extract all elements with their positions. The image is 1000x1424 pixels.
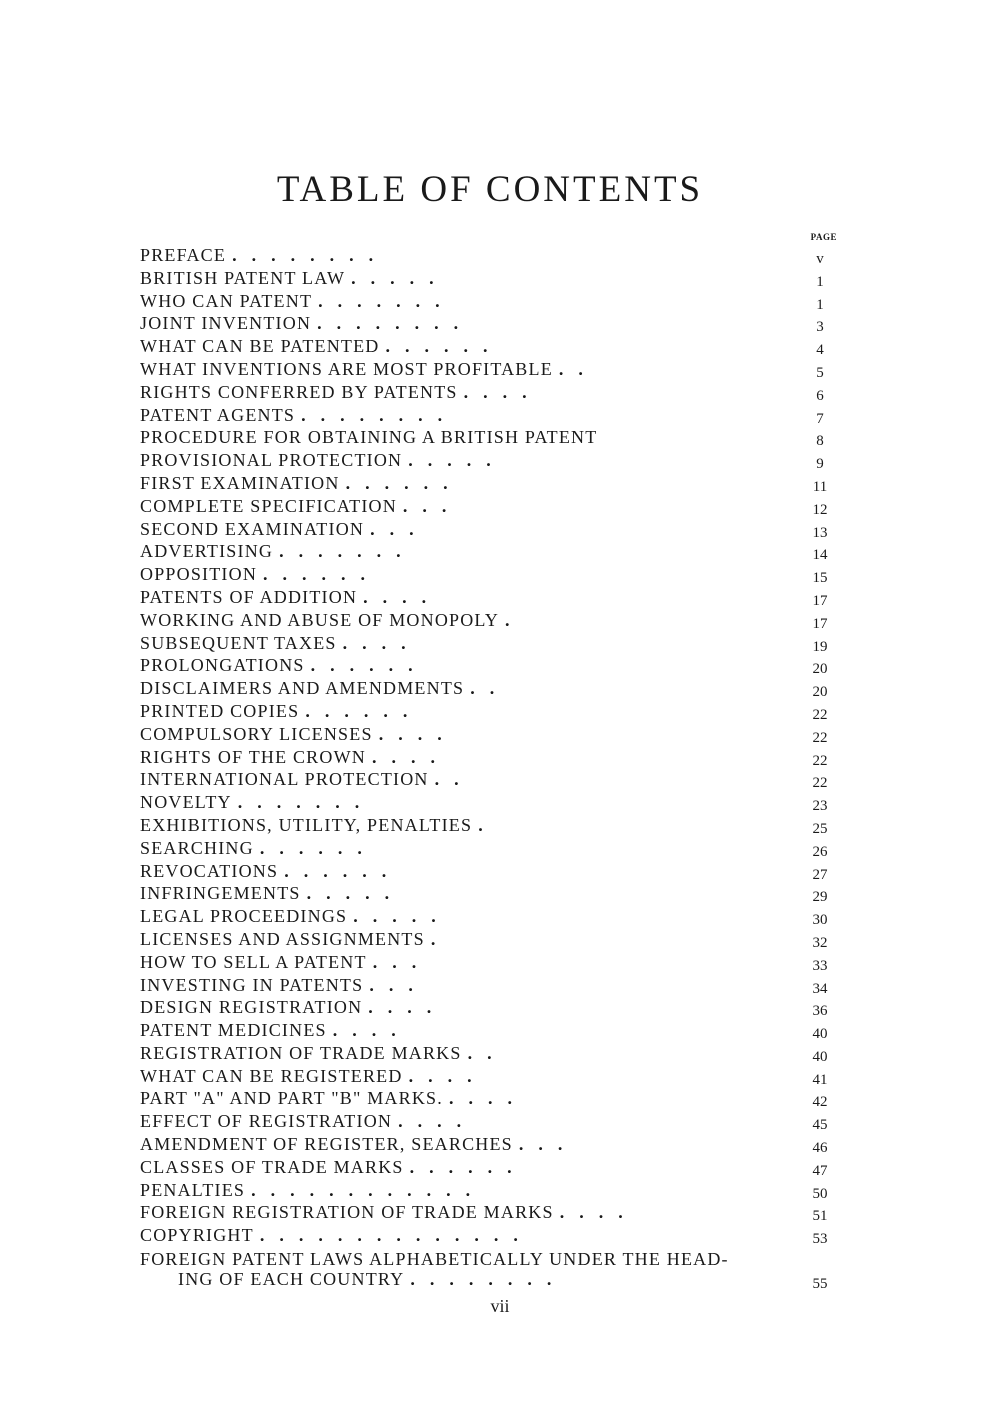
toc-entry[interactable] bbox=[140, 1249, 840, 1293]
toc-entry-title: SECOND EXAMINATION bbox=[140, 518, 365, 539]
toc-entry[interactable] bbox=[140, 290, 840, 313]
dot-leader: ...... bbox=[385, 336, 503, 357]
dot-leader: . bbox=[430, 928, 451, 949]
toc-entry-title: PREFACE bbox=[140, 245, 227, 265]
dot-leader: .... bbox=[559, 1202, 638, 1223]
dot-leader: ..... bbox=[306, 883, 405, 904]
toc-entry[interactable] bbox=[140, 335, 840, 358]
toc-entry-title: RIGHTS OF THE CROWN bbox=[140, 746, 366, 767]
toc-entry-title: PENALTIES bbox=[140, 1179, 246, 1200]
toc-entry-title: PART "A" AND PART "B" MARKS. bbox=[140, 1088, 443, 1109]
toc-entry[interactable] bbox=[140, 518, 840, 541]
toc-entry-title: WHO CAN PATENT bbox=[140, 290, 313, 311]
toc-entry-page: 40 bbox=[812, 1026, 828, 1043]
toc-entry-page: 27 bbox=[812, 866, 828, 883]
toc-entry-page: v bbox=[816, 251, 824, 267]
toc-entry-title: CLASSES OF TRADE MARKS bbox=[140, 1156, 404, 1177]
toc-entry-page: 22 bbox=[812, 775, 828, 792]
toc-entry[interactable] bbox=[140, 860, 840, 883]
toc-entry-page: 17 bbox=[812, 615, 828, 632]
toc-entry[interactable] bbox=[140, 609, 840, 632]
toc-entry-page: 22 bbox=[812, 706, 828, 723]
toc-entry[interactable] bbox=[140, 700, 840, 723]
toc-entry[interactable] bbox=[140, 312, 840, 335]
toc-entry-page: 51 bbox=[812, 1208, 828, 1225]
dot-leader: .... bbox=[368, 997, 447, 1018]
toc-entry[interactable] bbox=[140, 1179, 840, 1202]
dot-leader: ...... bbox=[345, 472, 463, 493]
toc-entry-title: PRINTED COPIES bbox=[140, 700, 300, 721]
toc-entry[interactable] bbox=[140, 951, 840, 974]
dot-leader: ... bbox=[402, 495, 462, 516]
toc-entry-title: COMPULSORY LICENSES bbox=[140, 723, 373, 744]
dot-leader: ...... bbox=[263, 564, 381, 585]
toc-entry[interactable] bbox=[140, 996, 840, 1019]
dot-leader: .... bbox=[398, 1111, 477, 1132]
dot-leader: ....... bbox=[318, 290, 455, 311]
dot-leader: .. bbox=[434, 769, 474, 790]
toc-entry-page: 42 bbox=[812, 1094, 828, 1111]
toc-entry-title: INVESTING IN PATENTS bbox=[140, 974, 364, 995]
dot-leader: . bbox=[478, 814, 498, 835]
toc-entry-page: 13 bbox=[812, 524, 828, 541]
toc-entry[interactable] bbox=[140, 723, 840, 746]
toc-entry[interactable] bbox=[140, 540, 840, 563]
toc-entry-title: LICENSES AND ASSIGNMENTS bbox=[140, 928, 425, 949]
toc-entry-page: 45 bbox=[812, 1117, 828, 1134]
toc-entry-title: PROVISIONAL PROTECTION bbox=[140, 450, 403, 471]
dot-leader: .. bbox=[470, 678, 510, 699]
toc-entry[interactable] bbox=[140, 677, 840, 700]
toc-entry[interactable] bbox=[140, 768, 840, 791]
dot-leader: .... bbox=[332, 1020, 411, 1041]
dot-leader: ...... bbox=[310, 655, 428, 676]
toc-entry[interactable] bbox=[140, 746, 840, 769]
toc-entry-page: 8 bbox=[816, 433, 824, 450]
toc-entry-page: 47 bbox=[812, 1162, 828, 1179]
toc-entry-title: NOVELTY bbox=[140, 792, 232, 813]
toc-entry-page: 30 bbox=[812, 912, 828, 929]
toc-entry-title: REGISTRATION OF TRADE MARKS bbox=[140, 1042, 462, 1063]
page-folio: vii bbox=[490, 1296, 510, 1316]
dot-leader: ... bbox=[372, 951, 432, 972]
dot-leader: .. bbox=[467, 1042, 507, 1063]
toc-entry[interactable] bbox=[140, 563, 840, 586]
dot-leader: .... bbox=[371, 746, 450, 767]
toc-entry-title: WHAT CAN BE PATENTED bbox=[140, 336, 380, 357]
dot-leader: ........ bbox=[232, 245, 389, 265]
toc-entry-page: 40 bbox=[812, 1048, 828, 1065]
toc-entry[interactable] bbox=[140, 1087, 840, 1110]
dot-leader: .... bbox=[408, 1065, 487, 1086]
toc-entry-page: 12 bbox=[812, 501, 828, 518]
toc-entry-page: 17 bbox=[812, 592, 828, 609]
toc-entry-page: 55 bbox=[812, 1276, 828, 1293]
toc-entry-page: 34 bbox=[812, 980, 828, 997]
page-title: TABLE OF CONTENTS bbox=[276, 169, 704, 210]
toc-entry[interactable] bbox=[140, 586, 840, 609]
toc-entry-page: 32 bbox=[812, 934, 828, 951]
dot-leader: ..... bbox=[353, 906, 451, 927]
toc-entry-page: 33 bbox=[812, 957, 828, 974]
toc-entry-title: HOW TO SELL A PATENT bbox=[140, 951, 367, 972]
toc-entry-title: JOINT INVENTION bbox=[140, 313, 312, 334]
toc-entry-page: 5 bbox=[816, 364, 824, 381]
toc-entry-title: PATENTS OF ADDITION bbox=[140, 586, 358, 607]
toc-entry[interactable] bbox=[140, 654, 840, 677]
toc-entry-title: LEGAL PROCEEDINGS bbox=[140, 906, 348, 927]
toc-entry-title: INTERNATIONAL PROTECTION bbox=[140, 769, 429, 790]
toc-entry[interactable] bbox=[140, 632, 840, 655]
toc-entry-page: 29 bbox=[812, 889, 828, 906]
toc-entry-page: 1 bbox=[816, 273, 824, 290]
toc-entry[interactable] bbox=[140, 495, 840, 518]
toc-entry-title: PATENT AGENTS bbox=[140, 404, 296, 425]
toc-entry-title: FOREIGN PATENT LAWS ALPHABETICALLY UNDER THE HEAD- bbox=[140, 1249, 729, 1270]
toc-entry[interactable] bbox=[140, 1019, 840, 1042]
toc-entry-title: EFFECT OF REGISTRATION bbox=[140, 1111, 393, 1132]
toc-entry[interactable] bbox=[140, 814, 840, 837]
dot-leader: . bbox=[505, 609, 525, 630]
toc-entry[interactable] bbox=[140, 882, 840, 905]
toc-entry-title: SEARCHING bbox=[140, 837, 254, 858]
toc-entry-page: 41 bbox=[812, 1071, 828, 1088]
toc-entry-title: ADVERTISING bbox=[140, 541, 274, 562]
dot-leader: .... bbox=[363, 586, 442, 607]
toc-entry-title: PATENT MEDICINES bbox=[140, 1020, 327, 1041]
toc-entry[interactable] bbox=[140, 1065, 840, 1088]
toc-entry-page: 6 bbox=[816, 387, 824, 404]
toc-entry-title: DISCLAIMERS AND AMENDMENTS bbox=[140, 678, 465, 699]
dot-leader: ....... bbox=[279, 541, 416, 562]
toc-entry-title: COPYRIGHT bbox=[140, 1225, 254, 1246]
dot-leader: ...... bbox=[305, 700, 423, 721]
toc-entry-title: BRITISH PATENT LAW bbox=[140, 267, 346, 288]
dot-leader: .... bbox=[463, 381, 542, 402]
toc-entry-title: PROCEDURE FOR OBTAINING A BRITISH PATENT bbox=[140, 427, 598, 448]
toc-entry-page: 25 bbox=[812, 820, 828, 837]
dot-leader: ............ bbox=[251, 1179, 486, 1200]
toc-entry-title: FIRST EXAMINATION bbox=[140, 472, 340, 493]
toc-entry-page: 15 bbox=[812, 570, 828, 587]
toc-entry-title: DESIGN REGISTRATION bbox=[140, 997, 363, 1018]
dot-leader: .... bbox=[448, 1088, 527, 1109]
toc-entry-title: FOREIGN REGISTRATION OF TRADE MARKS bbox=[140, 1202, 554, 1223]
toc-entry-page: 9 bbox=[816, 456, 824, 473]
dot-leader: ....... bbox=[237, 792, 375, 813]
toc-entry-page: 50 bbox=[812, 1185, 828, 1202]
page-column-header: PAGE bbox=[810, 232, 837, 242]
toc-entry[interactable] bbox=[140, 1156, 840, 1179]
toc-entry[interactable] bbox=[140, 1110, 840, 1133]
toc-entry-title: SUBSEQUENT TAXES bbox=[140, 632, 337, 653]
toc-entry[interactable] bbox=[140, 381, 840, 404]
toc-entry-page: 22 bbox=[812, 729, 828, 746]
toc-entry-title: EXHIBITIONS, UTILITY, PENALTIES bbox=[140, 814, 473, 835]
toc-entry[interactable] bbox=[140, 244, 840, 267]
dot-leader: ........ bbox=[410, 1269, 567, 1290]
toc-entry-title: WORKING AND ABUSE OF MONOPOLY bbox=[140, 609, 500, 630]
toc-entry-title: AMENDMENT OF REGISTER, SEARCHES bbox=[140, 1134, 513, 1155]
toc-entry-title: WHAT INVENTIONS ARE MOST PROFITABLE bbox=[140, 358, 553, 379]
toc-entry[interactable] bbox=[140, 449, 840, 472]
toc-entry[interactable] bbox=[140, 404, 840, 427]
dot-leader: ..... bbox=[351, 267, 449, 288]
dot-leader: .. bbox=[558, 358, 598, 379]
dot-leader: ...... bbox=[409, 1156, 527, 1177]
toc-entry-title: RIGHTS CONFERRED BY PATENTS bbox=[140, 381, 458, 402]
toc-entry-page: 23 bbox=[812, 798, 828, 815]
toc-entry-page: 36 bbox=[812, 1003, 828, 1020]
toc-entry-page: 22 bbox=[812, 752, 828, 769]
toc-entry-page: 19 bbox=[812, 638, 828, 655]
toc-entry-page: 4 bbox=[816, 342, 824, 359]
toc-entry[interactable] bbox=[140, 472, 840, 495]
toc-entry[interactable] bbox=[140, 928, 840, 951]
toc-entry-title-continuation bbox=[140, 1269, 840, 1289]
toc-entry-title: INFRINGEMENTS bbox=[140, 883, 301, 904]
toc-entry-page: 3 bbox=[816, 319, 824, 336]
toc-entry[interactable] bbox=[140, 1201, 840, 1224]
toc-entry-page: 20 bbox=[812, 661, 828, 678]
toc-entry-page: 26 bbox=[812, 843, 828, 860]
dot-leader: ........ bbox=[317, 313, 474, 334]
dot-leader: ... bbox=[370, 518, 429, 539]
toc-entry-page: 46 bbox=[812, 1140, 828, 1157]
toc-entry[interactable] bbox=[140, 267, 840, 290]
dot-leader: ...... bbox=[284, 860, 402, 881]
toc-entry[interactable] bbox=[140, 1133, 840, 1156]
table-of-contents bbox=[140, 244, 840, 1293]
dot-leader: .... bbox=[378, 723, 457, 744]
dot-leader: ........ bbox=[301, 404, 458, 425]
toc-entry[interactable] bbox=[140, 791, 840, 814]
dot-leader: ..... bbox=[408, 450, 506, 471]
toc-entry-page: 7 bbox=[816, 410, 824, 427]
toc-entry-page: 20 bbox=[812, 684, 828, 701]
dot-leader: ... bbox=[369, 974, 428, 995]
toc-entry-title-line2: ING OF EACH COUNTRY bbox=[178, 1269, 405, 1290]
toc-entry-title: PROLONGATIONS bbox=[140, 655, 305, 676]
toc-entry-page: 11 bbox=[812, 478, 828, 495]
toc-entry[interactable] bbox=[140, 837, 840, 860]
toc-entry-title: OPPOSITION bbox=[140, 564, 258, 585]
dot-leader: ... bbox=[518, 1134, 578, 1155]
dot-leader: .... bbox=[342, 632, 421, 653]
toc-entry-title: WHAT CAN BE REGISTERED bbox=[140, 1065, 403, 1086]
toc-entry-title: COMPLETE SPECIFICATION bbox=[140, 495, 397, 516]
toc-entry[interactable] bbox=[140, 974, 840, 997]
toc-entry-page: 14 bbox=[812, 547, 828, 564]
dot-leader: ...... bbox=[259, 837, 377, 858]
toc-entry[interactable] bbox=[140, 358, 840, 381]
toc-entry-page: 1 bbox=[816, 296, 824, 313]
toc-entry[interactable] bbox=[140, 1224, 840, 1247]
toc-entry[interactable] bbox=[140, 426, 840, 449]
toc-entry[interactable] bbox=[140, 905, 840, 928]
toc-entry-title: REVOCATIONS bbox=[140, 860, 279, 881]
toc-entry[interactable] bbox=[140, 1042, 840, 1065]
toc-entry-page: 53 bbox=[812, 1231, 828, 1248]
dot-leader: .............. bbox=[259, 1225, 533, 1246]
